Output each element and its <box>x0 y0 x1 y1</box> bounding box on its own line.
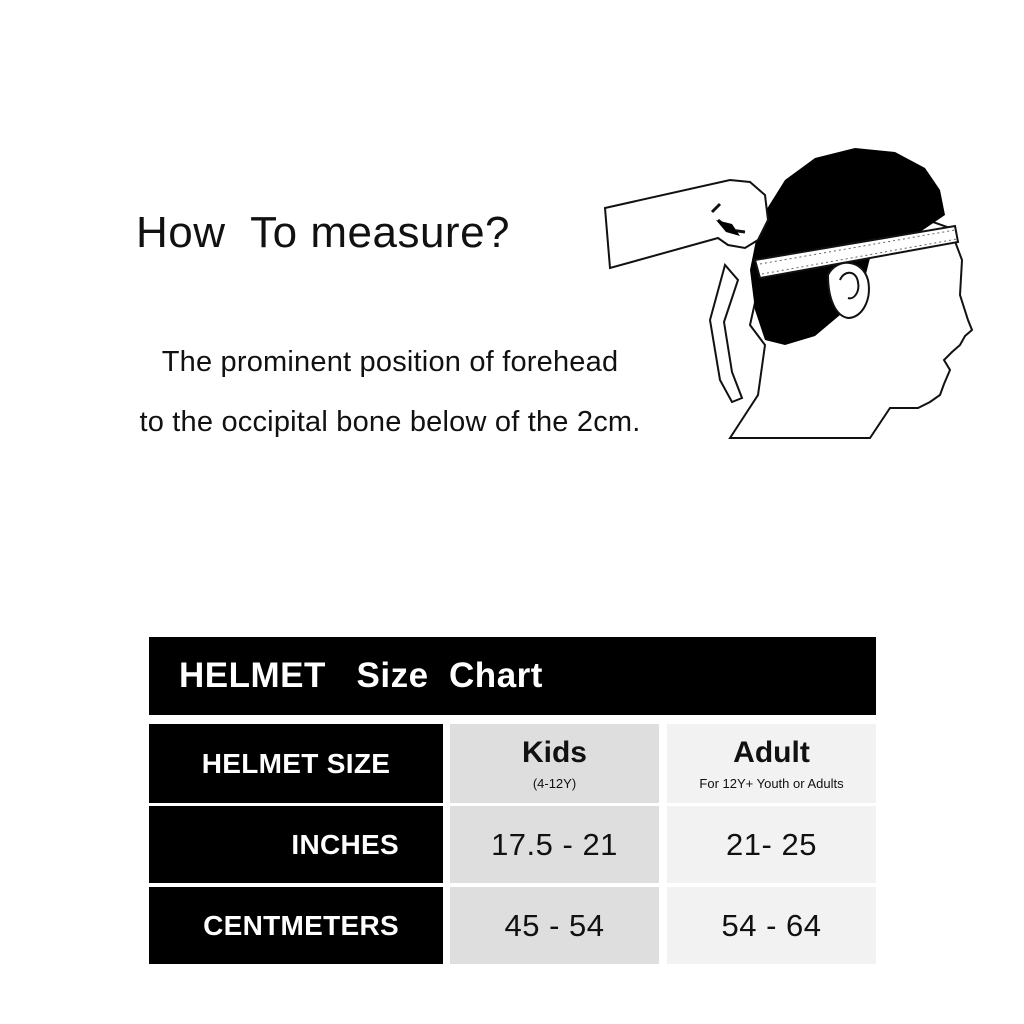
description-line-2: to the occipital bone below of the 2cm. <box>139 406 641 438</box>
helmet-size-header <box>149 724 443 803</box>
head-measuring-tape-illustration <box>600 140 980 445</box>
description-line-1: The prominent position of forehead <box>161 346 619 378</box>
arm-hand <box>605 180 768 268</box>
kids-inches-value: 17.5 - 21 <box>491 826 618 862</box>
adult-inches-cell <box>667 806 876 883</box>
inches-label: INCHES <box>291 828 399 860</box>
kids-centimeters-value: 45 - 54 <box>504 907 605 943</box>
adult-inches-value: 21- 25 <box>726 826 817 862</box>
kids-centimeters-cell <box>450 887 659 964</box>
tape-back <box>710 265 742 402</box>
size-chart-title: HELMET Size Chart <box>149 637 876 715</box>
table-row-label-centimeters <box>149 887 443 964</box>
adult-centimeters-cell <box>667 887 876 964</box>
kids-inches-cell <box>450 806 659 883</box>
adult-column-name: Adult <box>733 736 810 769</box>
adult-column-header <box>667 724 876 803</box>
helmet-size-label: HELMET SIZE <box>201 747 391 779</box>
kids-column-sub: (4-12Y) <box>532 776 577 791</box>
page-title: How To measure? <box>136 208 511 257</box>
adult-centimeters-value: 54 - 64 <box>721 907 822 943</box>
centimeters-label: CENTMETERS <box>203 909 399 941</box>
kids-column-name: Kids <box>521 736 587 769</box>
adult-column-sub: For 12Y+ Youth or Adults <box>699 776 844 791</box>
table-row-label-inches <box>149 806 443 883</box>
kids-column-header <box>450 724 659 803</box>
